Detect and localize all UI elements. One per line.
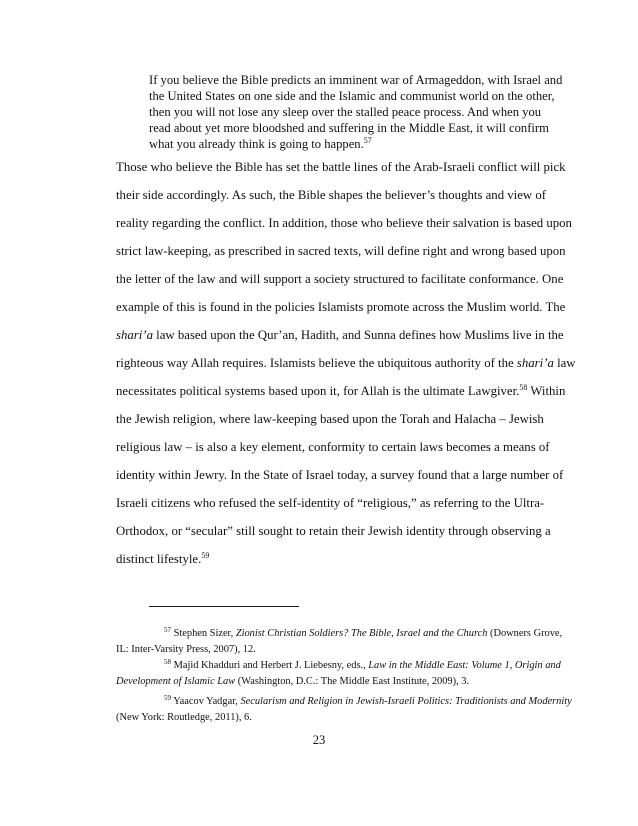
- body-line: identity within Jewry. In the State of Israel today, a survey found that a large number of: [116, 468, 564, 482]
- body-line-text: necessitates political systems based upon it, for Allah is the ultimate Lawgiver.: [116, 384, 520, 398]
- footnote-title: Zionist Christian Soldiers? The Bible, Israel and the Church: [235, 628, 488, 639]
- footnote-58: [116, 658, 561, 690]
- quote-line-text: what you already think is going to happen.: [149, 137, 364, 151]
- body-line: the letter of the law and will support a society structured to facilitate conformance. One: [116, 272, 564, 286]
- body-line: strict law-keeping, as prescribed in sacred texts, will define right and wrong based upon: [116, 244, 566, 258]
- footnote-ref-59: 59: [201, 551, 210, 560]
- quote-line: If you believe the Bible predicts an imminent war of Armageddon, with Israel and: [149, 73, 563, 87]
- footnote-59: [116, 694, 572, 726]
- page-number: 23: [312, 733, 326, 747]
- quote-line: [149, 136, 569, 152]
- body-line: the Jewish religion, where law-keeping based upon the Torah and Halacha – Jewish: [116, 412, 544, 426]
- body-line: their side accordingly. As such, the Bible shapes the believer’s thoughts and view of: [116, 188, 547, 202]
- quote-line: the United States on one side and the Islamic and communist world on the other,: [149, 89, 555, 103]
- body-line: [116, 328, 564, 343]
- italic-term: shari’a: [116, 328, 153, 342]
- footnote-title: Secularism and Religion in Jewish-Israeli Politics: Traditionists and Modernity: [240, 696, 572, 707]
- body-line: [116, 384, 565, 399]
- footnote-line: [116, 694, 572, 710]
- footnote-line: [116, 626, 561, 642]
- body-line: [116, 356, 576, 371]
- footnote-57: [116, 626, 561, 658]
- footnote-text: Yaacov Yadgar,: [171, 696, 241, 707]
- footnote-text: (Downers Grove,: [487, 628, 563, 639]
- footnote-title: Development of Islamic Law: [116, 676, 236, 687]
- footnote-line: [116, 658, 561, 674]
- body-line: example of this is found in the policies Islamists promote across the Muslim world. The: [116, 300, 566, 314]
- footnote-number: 59: [164, 694, 171, 702]
- body-line: [116, 552, 209, 567]
- footnote-number: 57: [164, 626, 171, 634]
- footnote-text: (Washington, D.C.: The Middle East Institute, 2009), 3.: [235, 676, 470, 687]
- footnote-line: IL: Inter-Varsity Press, 2007), 12.: [116, 644, 256, 655]
- body-line: reality regarding the conflict. In addition, those who believe their salvation is based upon: [116, 216, 572, 230]
- footnote-separator: [149, 606, 299, 607]
- footnote-ref-57: 57: [363, 136, 372, 145]
- footnote-title: Law in the Middle East: Volume 1, Origin and: [368, 660, 561, 671]
- body-line: religious law – is also a key element, conformity to certain laws becomes a means of: [116, 440, 550, 454]
- footnote-ref-58: 58: [519, 383, 528, 392]
- body-line-text: righteous way Allah requires. Islamists believe the ubiquitous authority of the: [116, 356, 517, 370]
- block-quote: [149, 72, 569, 152]
- footnote-text: Majid Khadduri and Herbert J. Liebesny, eds.,: [171, 660, 369, 671]
- footnote-line: [116, 674, 561, 690]
- body-line: Orthodox, or “secular” still sought to retain their Jewish identity through observing a: [116, 524, 551, 538]
- footnote-number: 58: [164, 658, 171, 666]
- body-line-text: Within: [527, 384, 566, 398]
- quote-line: then you will not lose any sleep over the stalled peace process. And when you: [149, 105, 542, 119]
- body-line-text: law based upon the Qur’an, Hadith, and Sunna defines how Muslims live in the: [152, 328, 564, 342]
- body-line-text: law: [553, 356, 576, 370]
- footnote-text: Stephen Sizer,: [171, 628, 236, 639]
- body-line-text: distinct lifestyle.: [116, 552, 202, 566]
- italic-term: shari’a: [516, 356, 554, 370]
- quote-line: read about yet more bloodshed and suffering in the Middle East, it will confirm: [149, 121, 549, 135]
- footnote-line: (New York: Routledge, 2011), 6.: [116, 712, 252, 723]
- body-line: Those who believe the Bible has set the battle lines of the Arab-Israeli conflict will pick: [116, 160, 566, 174]
- body-line: Israeli citizens who refused the self-identity of “religious,” as referring to the Ultra-: [116, 496, 545, 510]
